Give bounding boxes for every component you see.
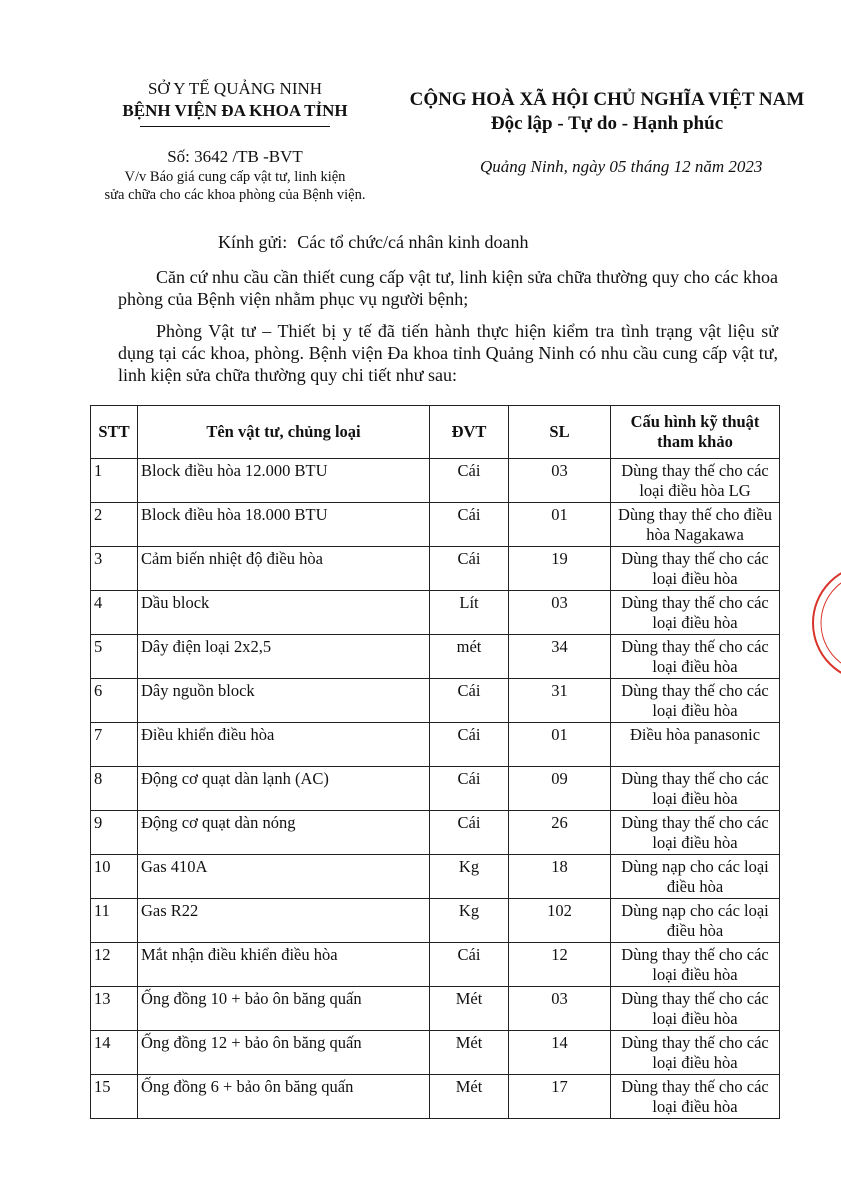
- table-row: [91, 635, 780, 679]
- row-stt: 12: [91, 943, 138, 987]
- row-quantity: 17: [509, 1075, 611, 1119]
- row-unit: Cái: [430, 723, 509, 767]
- row-config: Dùng nạp cho các loại điều hòa: [611, 899, 780, 943]
- row-unit: Kg: [430, 899, 509, 943]
- row-unit: Cái: [430, 679, 509, 723]
- document-number: Số: 3642 /TB -BVT: [167, 147, 303, 166]
- row-item-name: Gas 410A: [138, 855, 430, 899]
- row-item-name: Gas R22: [138, 899, 430, 943]
- row-item-name: Động cơ quạt dàn nóng: [138, 811, 430, 855]
- row-config: Dùng thay thế cho các loại điều hòa: [611, 547, 780, 591]
- row-unit: Cái: [430, 547, 509, 591]
- row-item-name: Mắt nhận điều khiển điều hòa: [138, 943, 430, 987]
- subject-line-2: sửa chữa cho các khoa phòng của Bệnh viện.: [104, 187, 366, 203]
- row-unit: Mét: [430, 1075, 509, 1119]
- table-row: [91, 503, 780, 547]
- table-row: [91, 811, 780, 855]
- row-quantity: 03: [509, 459, 611, 503]
- row-quantity: 03: [509, 987, 611, 1031]
- row-item-name: Ống đồng 6 + bảo ôn băng quấn: [138, 1075, 430, 1119]
- red-stamp-seal: [796, 558, 841, 688]
- table-row: [91, 679, 780, 723]
- body-paragraph-1: Căn cứ nhu cầu cần thiết cung cấp vật tư, linh kiện sửa chữa thường quy cho các khoa phòng của Bệnh viện nhằm phục vụ người bệnh;: [118, 267, 778, 309]
- row-config: Dùng thay thế cho các loại điều hòa: [611, 1031, 780, 1075]
- row-config: Dùng thay thế cho các loại điều hòa: [611, 679, 780, 723]
- row-stt: 7: [91, 723, 138, 767]
- row-stt: 8: [91, 767, 138, 811]
- row-quantity: 09: [509, 767, 611, 811]
- table-header-row: [91, 406, 780, 459]
- table-row: [91, 459, 780, 503]
- row-quantity: 03: [509, 591, 611, 635]
- national-motto: Độc lập - Tự do - Hạnh phúc: [490, 113, 724, 134]
- row-stt: 2: [91, 503, 138, 547]
- row-stt: 4: [91, 591, 138, 635]
- header-config: Cấu hình kỹ thuật tham khảo: [611, 406, 780, 459]
- table-row: [91, 855, 780, 899]
- document-subject: [60, 168, 410, 204]
- place-date: Quảng Ninh, ngày 05 tháng 12 năm 2023: [480, 157, 763, 176]
- row-stt: 14: [91, 1031, 138, 1075]
- row-unit: Cái: [430, 943, 509, 987]
- national-title: CỘNG HOÀ XÃ HỘI CHỦ NGHĨA VIỆT NAM: [409, 89, 805, 110]
- row-quantity: 34: [509, 635, 611, 679]
- row-item-name: Dầu block: [138, 591, 430, 635]
- stamp-outer-ring: [813, 565, 841, 681]
- header-qty: SL: [509, 406, 611, 459]
- table-row: [91, 899, 780, 943]
- national-heading: [404, 88, 810, 136]
- row-unit: Cái: [430, 459, 509, 503]
- organization-name: BỆNH VIỆN ĐA KHOA TỈNH: [122, 101, 348, 120]
- row-config: Dùng thay thế cho các loại điều hòa: [611, 943, 780, 987]
- header-divider: [140, 126, 330, 127]
- row-quantity: 19: [509, 547, 611, 591]
- row-stt: 10: [91, 855, 138, 899]
- row-quantity: 26: [509, 811, 611, 855]
- row-item-name: Ống đồng 10 + bảo ôn băng quấn: [138, 987, 430, 1031]
- row-stt: 9: [91, 811, 138, 855]
- row-stt: 11: [91, 899, 138, 943]
- row-config: Dùng thay thế cho các loại điều hòa: [611, 767, 780, 811]
- row-config: Dùng thay thế cho các loại điều hòa: [611, 591, 780, 635]
- row-stt: 1: [91, 459, 138, 503]
- row-quantity: 31: [509, 679, 611, 723]
- header-unit: ĐVT: [430, 406, 509, 459]
- row-item-name: Động cơ quạt dàn lạnh (AC): [138, 767, 430, 811]
- row-unit: Lít: [430, 591, 509, 635]
- issuer-block: [60, 78, 410, 127]
- table-row: [91, 723, 780, 767]
- row-config: Dùng thay thế cho các loại điều hòa: [611, 1075, 780, 1119]
- header-stt: STT: [91, 406, 138, 459]
- parent-organization: SỞ Y TẾ QUẢNG NINH: [147, 79, 323, 98]
- subject-line-1: V/v Báo giá cung cấp vật tư, linh kiện: [124, 169, 346, 185]
- row-stt: 3: [91, 547, 138, 591]
- row-unit: mét: [430, 635, 509, 679]
- row-stt: 15: [91, 1075, 138, 1119]
- row-item-name: Block điều hòa 18.000 BTU: [138, 503, 430, 547]
- salutation: [218, 232, 538, 253]
- row-unit: Cái: [430, 811, 509, 855]
- header-name: Tên vật tư, chủng loại: [138, 406, 430, 459]
- salutation-recipient: Các tổ chức/cá nhân kinh doanh: [297, 232, 529, 252]
- row-quantity: 01: [509, 723, 611, 767]
- row-item-name: Điều khiển điều hòa: [138, 723, 430, 767]
- row-quantity: 18: [509, 855, 611, 899]
- row-config: Dùng thay thế cho các loại điều hòa: [611, 987, 780, 1031]
- row-config: Dùng thay thế cho các loại điều hòa: [611, 635, 780, 679]
- row-unit: Mét: [430, 1031, 509, 1075]
- row-config: Dùng thay thế cho các loại điều hòa: [611, 811, 780, 855]
- row-config: Dùng thay thế cho điều hòa Nagakawa: [611, 503, 780, 547]
- row-quantity: 14: [509, 1031, 611, 1075]
- row-item-name: Dây điện loại 2x2,5: [138, 635, 430, 679]
- row-config: Dùng nạp cho các loại điều hòa: [611, 855, 780, 899]
- row-item-name: Ống đồng 12 + bảo ôn băng quấn: [138, 1031, 430, 1075]
- row-quantity: 12: [509, 943, 611, 987]
- table-row: [91, 1075, 780, 1119]
- body-paragraph-2: Phòng Vật tư – Thiết bị y tế đã tiến hành thực hiện kiểm tra tình trạng vật liệu sử dụng tại các khoa, phòng. Bệnh viện Đa khoa tỉnh Quảng Ninh có nhu cầu cung cấp vật tư, linh kiện sửa chữa thường quy chi tiết như sau:: [118, 321, 778, 385]
- row-config: Điều hòa panasonic: [611, 723, 780, 767]
- row-quantity: 102: [509, 899, 611, 943]
- row-config: Dùng thay thế cho các loại điều hòa LG: [611, 459, 780, 503]
- row-item-name: Block điều hòa 12.000 BTU: [138, 459, 430, 503]
- row-stt: 6: [91, 679, 138, 723]
- table-row: [91, 547, 780, 591]
- row-quantity: 01: [509, 503, 611, 547]
- row-item-name: Cảm biến nhiệt độ điều hòa: [138, 547, 430, 591]
- table-row: [91, 767, 780, 811]
- row-unit: Kg: [430, 855, 509, 899]
- row-stt: 13: [91, 987, 138, 1031]
- row-item-name: Dây nguồn block: [138, 679, 430, 723]
- table-row: [91, 591, 780, 635]
- salutation-label: Kính gửi:: [218, 232, 288, 252]
- table-row: [91, 987, 780, 1031]
- row-unit: Mét: [430, 987, 509, 1031]
- row-unit: Cái: [430, 503, 509, 547]
- table-row: [91, 943, 780, 987]
- row-stt: 5: [91, 635, 138, 679]
- items-table: [90, 405, 780, 1119]
- row-unit: Cái: [430, 767, 509, 811]
- table-body: [91, 459, 780, 1119]
- table-row: [91, 1031, 780, 1075]
